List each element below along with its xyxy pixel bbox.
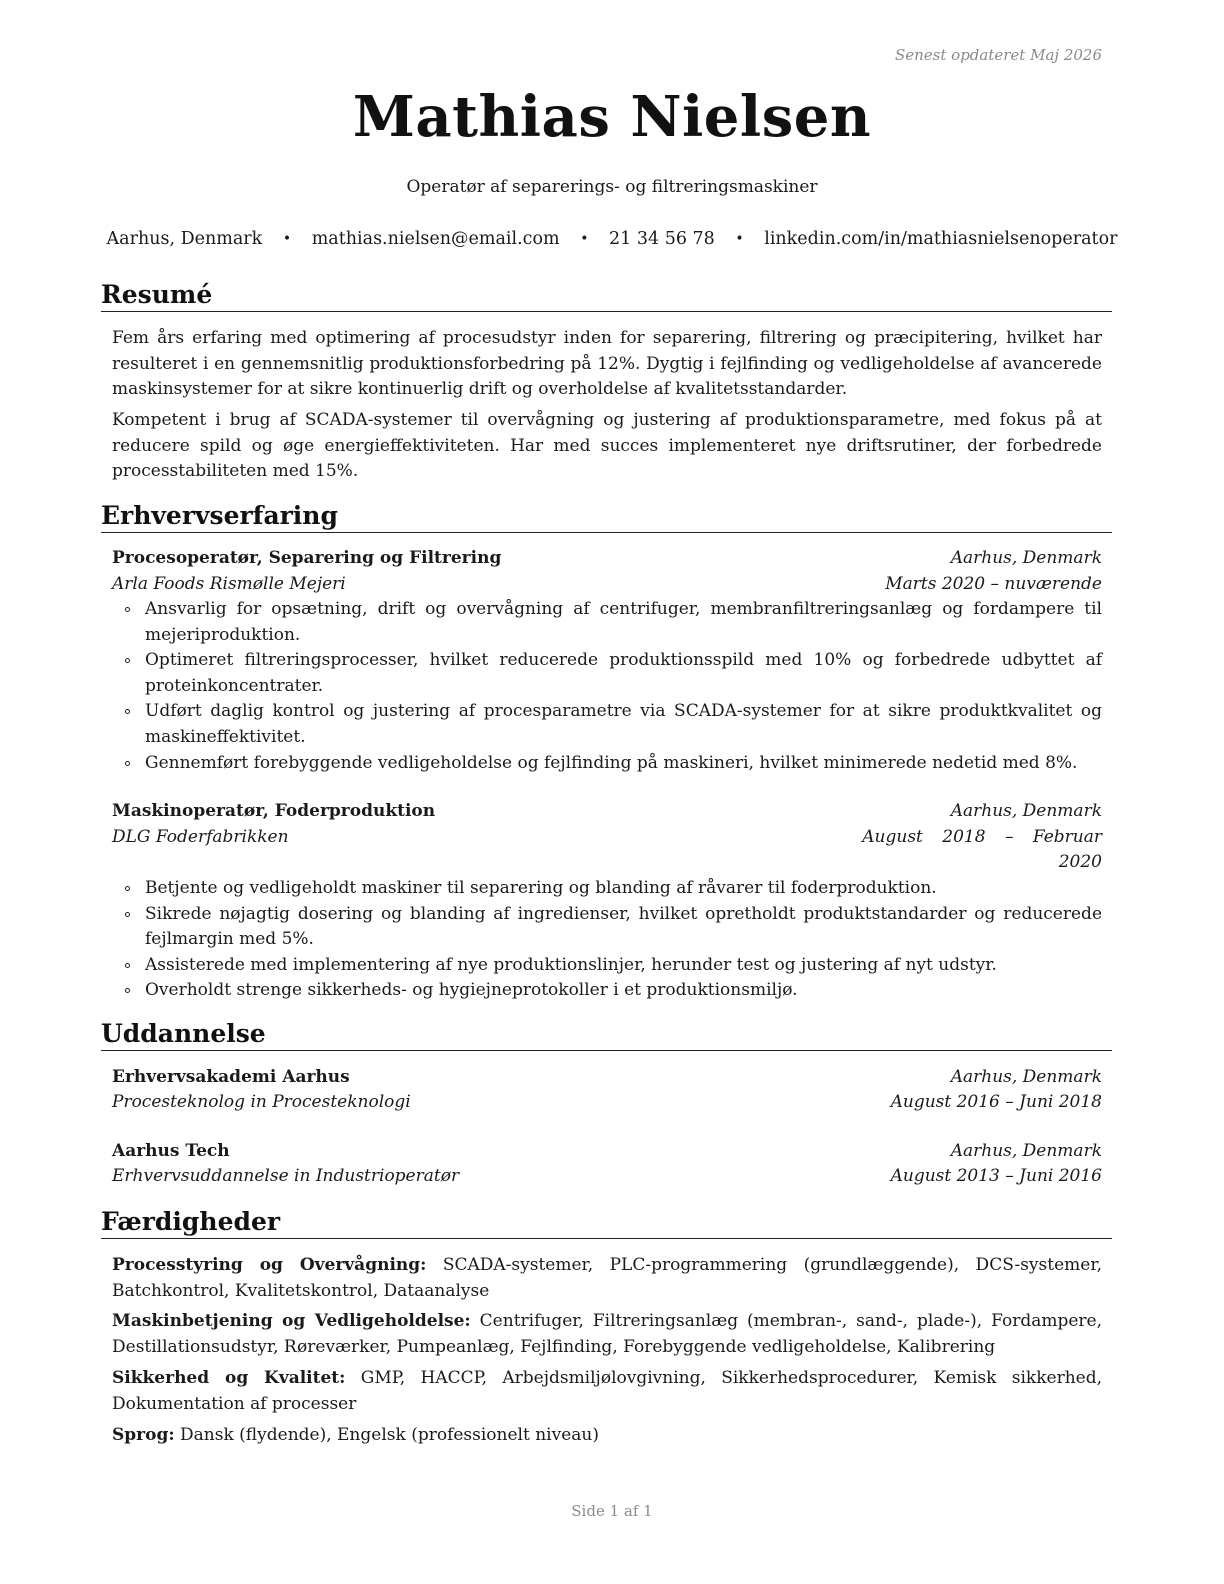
skill-group-text: GMP, HACCP, Arbejdsmiljølovgivning, Sikkerhedsprocedurer, Kemisk sikkerhed, Dokumentation af processer	[112, 1368, 1103, 1414]
job-company: DLG Foderfabrikken	[112, 827, 289, 847]
education-degree: Procesteknolog in Procesteknologi	[112, 1092, 411, 1112]
skill-group-label: Processtyring og Overvågning:	[112, 1255, 427, 1275]
skill-group	[112, 1309, 1102, 1360]
bullet-circle-icon	[125, 658, 130, 663]
section-title-skills: Færdigheder	[101, 1207, 1112, 1239]
education-location: Aarhus, Denmark	[950, 1067, 1102, 1087]
list-item	[112, 597, 1102, 648]
education-location: Aarhus, Denmark	[950, 1141, 1102, 1161]
bullet-text: Assisterede med implementering af nye produktionslinjer, herunder test og justering af nyt udstyr.	[145, 954, 997, 975]
bullet-circle-icon	[125, 886, 130, 891]
bullet-text: Optimeret filtreringsprocesser, hvilket reducerede produktionsspild med 10% og forbedrede udbyttet af proteinkoncentrater.	[145, 650, 1102, 696]
section-title-summary: Resumé	[101, 280, 1112, 312]
list-item	[112, 648, 1102, 699]
education-dates: August 2016 – Juni 2018	[890, 1092, 1102, 1112]
bullet-circle-icon	[125, 607, 130, 612]
list-item	[112, 699, 1102, 750]
skill-group-label: Sprog:	[112, 1425, 175, 1445]
bullet-circle-icon	[125, 912, 130, 917]
job-location: Aarhus, Denmark	[950, 801, 1102, 821]
contact-linkedin[interactable]: linkedin.com/in/mathiasnielsenoperator	[764, 229, 1118, 249]
section-title-experience: Erhvervserfaring	[101, 501, 1112, 533]
bullet-text: Sikrede nøjagtig dosering og blanding af ingredienser, hvilket opretholdt produktstandarder og reducerede fejlmargin med 5%.	[145, 903, 1102, 950]
skill-group-label: Sikkerhed og Kvalitet:	[112, 1368, 346, 1388]
skill-group-text: Dansk (flydende), Engelsk (professionelt niveau)	[180, 1425, 599, 1445]
list-item	[112, 876, 1102, 902]
education-school: Aarhus Tech	[112, 1141, 230, 1161]
bullet-circle-icon	[125, 709, 130, 714]
bullet-text: Overholdt strenge sikkerheds- og hygiejneprotokoller i et produktionsmiljø.	[145, 980, 798, 1001]
skill-group	[112, 1423, 1102, 1449]
page-number: Side 1 af 1	[571, 1502, 653, 1520]
list-item	[112, 978, 1102, 1004]
skill-group-label: Maskinbetjening og Vedligeholdelse:	[112, 1311, 471, 1331]
education-dates: August 2013 – Juni 2016	[890, 1166, 1102, 1186]
bullet-separator: •	[282, 231, 292, 247]
education-school: Erhvervsakademi Aarhus	[112, 1067, 350, 1087]
bullet-text: Udført daglig kontrol og justering af procesparametre via SCADA-systemer for at sikre produktkvalitet og maskineffektivitet.	[145, 701, 1102, 747]
job-dates-end-year: 2020	[1058, 852, 1102, 872]
job-bullets	[112, 597, 1102, 776]
job-bullets	[112, 876, 1102, 1004]
list-item	[112, 751, 1102, 777]
list-item	[112, 902, 1102, 953]
skill-group-text: Centrifuger, Filtreringsanlæg (membran-, sand-, plade-), Fordampere, Destillationsudstyr, Røreværker, Pumpeanlæg, Fejlfinding, Forebyggende vedligeholdelse, Kalibrering	[112, 1311, 1102, 1357]
bullet-text: Gennemført forebyggende vedligeholdelse og fejlfinding på maskineri, hvilket minimerede nedetid med 8%.	[145, 752, 1078, 773]
job-dates: Marts 2020 – nuværende	[885, 574, 1102, 594]
section-title-education: Uddannelse	[101, 1019, 1112, 1051]
list-item	[112, 953, 1102, 979]
bullet-separator: •	[580, 231, 589, 247]
bullet-circle-icon	[125, 988, 130, 993]
bullet-circle-icon	[125, 963, 130, 968]
job-dates: August 2018 – Februar	[862, 827, 1102, 847]
summary-paragraph: Kompetent i brug af SCADA-systemer til overvågning og justering af produktionsparametre, med fokus på at reducere spild og øge energieffektiviteten. Har med succes implementeret nye driftsrutiner, der forbedrede processtabiliteten med 15%.	[112, 410, 1102, 482]
job-role: Procesoperatør, Separering og Filtrering	[112, 548, 502, 568]
contact-line	[0, 229, 1224, 249]
education-degree: Erhvervsuddannelse in Industrioperatør	[112, 1166, 460, 1186]
candidate-name: Mathias Nielsen	[352, 84, 872, 150]
last-updated: Senest opdateret Maj 2026	[894, 46, 1102, 64]
skill-group	[112, 1253, 1102, 1304]
summary-paragraph: Fem års erfaring med optimering af procesudstyr inden for separering, filtrering og præcipitering, hvilket har resulteret i en gennemsnitlig produktionsforbedring på 12%. Dygtig i fejlfinding og vedligeholdelse af avancerede maskinsystemer for at sikre kontinuerlig drift og overholdelse af kvalitetsstandarder.	[112, 328, 1102, 400]
bullet-separator: •	[735, 231, 744, 247]
skill-group-text: SCADA-systemer, PLC-programmering (grundlæggende), DCS-systemer, Batchkontrol, Kvalitetskontrol, Dataanalyse	[112, 1255, 1102, 1301]
contact-phone: 21 34 56 78	[609, 229, 715, 249]
skill-group	[112, 1366, 1102, 1417]
job-location: Aarhus, Denmark	[950, 548, 1102, 568]
contact-email[interactable]: mathias.nielsen@email.com	[311, 229, 560, 249]
contact-location: Aarhus, Denmark	[106, 229, 263, 249]
job-role: Maskinoperatør, Foderproduktion	[112, 801, 436, 821]
bullet-circle-icon	[125, 761, 130, 766]
job-title: Operatør af separerings- og filtreringsmaskiner	[406, 177, 818, 197]
bullet-text: Ansvarlig for opsætning, drift og overvågning af centrifuger, membranfiltreringsanlæg og fordampere til mejeriproduktion.	[145, 599, 1102, 645]
bullet-text: Betjente og vedligeholdt maskiner til separering og blanding af råvarer til foderproduktion.	[145, 878, 937, 898]
job-company: Arla Foods Rismølle Mejeri	[112, 574, 346, 594]
